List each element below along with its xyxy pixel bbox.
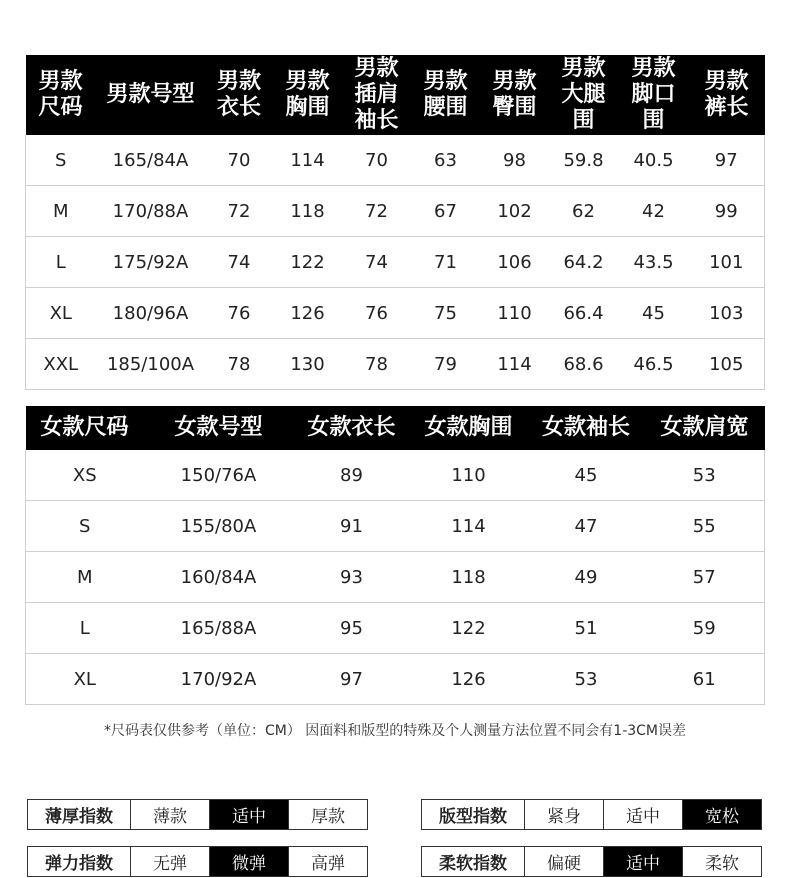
men-table-cell: L <box>26 237 96 288</box>
men-table-cell: 170/88A <box>96 186 206 237</box>
women-table-row <box>26 501 765 552</box>
men-table-cell: 43.5 <box>619 237 689 288</box>
men-table-cell: 126 <box>273 288 343 339</box>
women-table-cell: 95 <box>294 603 410 654</box>
index-fit <box>421 799 762 830</box>
index-option: 适中 <box>604 800 683 830</box>
men-header-cell: 男款 臀围 <box>481 55 549 135</box>
index-option: 无弹 <box>131 847 210 877</box>
men-table-cell: 97 <box>689 135 765 186</box>
index-thickness <box>27 799 368 830</box>
women-table-cell: 53 <box>645 450 765 501</box>
women-table-row <box>26 552 765 603</box>
women-table-cell: 93 <box>294 552 410 603</box>
men-table-cell: 62 <box>549 186 619 237</box>
men-table-cell: 59.8 <box>549 135 619 186</box>
men-header-cell: 男款 大腿 围 <box>549 55 619 135</box>
women-table-cell: 150/76A <box>144 450 294 501</box>
index-option-selected: 宽松 <box>683 800 762 830</box>
men-table-cell: 165/84A <box>96 135 206 186</box>
men-table-cell: 68.6 <box>549 339 619 390</box>
men-header-cell: 男款 衣长 <box>206 55 273 135</box>
women-header-cell: 女款袖长 <box>528 406 645 450</box>
index-label: 版型指数 <box>422 800 525 830</box>
men-table-cell: XL <box>26 288 96 339</box>
index-option-selected: 适中 <box>604 847 683 877</box>
women-header-row <box>26 406 765 450</box>
men-table-cell: 99 <box>689 186 765 237</box>
men-table-cell: 42 <box>619 186 689 237</box>
women-table-cell: 114 <box>410 501 528 552</box>
women-header-cell: 女款尺码 <box>26 406 144 450</box>
men-table-cell: 122 <box>273 237 343 288</box>
men-table-cell: 76 <box>343 288 411 339</box>
men-table-cell: 103 <box>689 288 765 339</box>
women-size-table <box>25 406 765 705</box>
men-header-cell: 男款 插肩 袖长 <box>343 55 411 135</box>
men-table-cell: 66.4 <box>549 288 619 339</box>
women-table-cell: 165/88A <box>144 603 294 654</box>
men-table-cell: 74 <box>206 237 273 288</box>
men-header-cell: 男款 裤长 <box>689 55 765 135</box>
women-table-cell: 49 <box>528 552 645 603</box>
men-table-cell: 72 <box>343 186 411 237</box>
men-table-cell: 67 <box>411 186 481 237</box>
women-table-cell: XL <box>26 654 144 705</box>
women-table-cell: 55 <box>645 501 765 552</box>
men-table-cell: 106 <box>481 237 549 288</box>
women-table-row <box>26 654 765 705</box>
men-table-cell: 76 <box>206 288 273 339</box>
index-option-selected: 适中 <box>210 800 289 830</box>
men-header-row <box>26 55 765 135</box>
men-header-cell: 男款 腰围 <box>411 55 481 135</box>
index-label: 柔软指数 <box>422 847 525 877</box>
women-table-cell: 118 <box>410 552 528 603</box>
men-header-cell: 男款 胸围 <box>273 55 343 135</box>
women-table-cell: L <box>26 603 144 654</box>
index-elasticity <box>27 846 368 877</box>
men-header-cell: 男款 脚口 围 <box>619 55 689 135</box>
women-table-cell: 45 <box>528 450 645 501</box>
men-table-cell: 45 <box>619 288 689 339</box>
women-table-cell: 160/84A <box>144 552 294 603</box>
men-table-cell: 75 <box>411 288 481 339</box>
men-table-row <box>26 339 765 390</box>
men-table-cell: 74 <box>343 237 411 288</box>
men-table-row <box>26 237 765 288</box>
men-table-cell: 79 <box>411 339 481 390</box>
men-table-row <box>26 135 765 186</box>
women-table-cell: 61 <box>645 654 765 705</box>
men-table-cell: 185/100A <box>96 339 206 390</box>
men-table-cell: 114 <box>481 339 549 390</box>
women-table-cell: 51 <box>528 603 645 654</box>
women-header-cell: 女款号型 <box>144 406 294 450</box>
women-header-cell: 女款衣长 <box>294 406 410 450</box>
men-header-cell: 男款 尺码 <box>26 55 96 135</box>
women-table-cell: 59 <box>645 603 765 654</box>
women-table-cell: 110 <box>410 450 528 501</box>
men-table-cell: 70 <box>343 135 411 186</box>
men-table-cell: 78 <box>206 339 273 390</box>
women-header-cell: 女款肩宽 <box>645 406 765 450</box>
men-table-cell: 46.5 <box>619 339 689 390</box>
women-table-cell: 57 <box>645 552 765 603</box>
index-option: 柔软 <box>683 847 762 877</box>
index-option: 厚款 <box>289 800 368 830</box>
men-table-cell: 110 <box>481 288 549 339</box>
men-table-cell: 70 <box>206 135 273 186</box>
men-table-cell: XXL <box>26 339 96 390</box>
women-table-row <box>26 603 765 654</box>
index-option-selected: 微弹 <box>210 847 289 877</box>
men-table-cell: 114 <box>273 135 343 186</box>
index-option: 薄款 <box>131 800 210 830</box>
women-header-cell: 女款胸围 <box>410 406 528 450</box>
women-table-cell: 126 <box>410 654 528 705</box>
women-table-row <box>26 450 765 501</box>
women-table-cell: 53 <box>528 654 645 705</box>
size-note: *尺码表仅供参考（单位：CM） 因面料和版型的特殊及个人测量方法位置不同会有1-3CM误差 <box>103 723 687 739</box>
men-table-cell: 78 <box>343 339 411 390</box>
women-table-cell: 47 <box>528 501 645 552</box>
women-table-cell: M <box>26 552 144 603</box>
men-table-cell: 72 <box>206 186 273 237</box>
men-table-cell: M <box>26 186 96 237</box>
men-table-cell: 180/96A <box>96 288 206 339</box>
men-table-cell: 118 <box>273 186 343 237</box>
women-table-cell: 89 <box>294 450 410 501</box>
men-table-cell: 64.2 <box>549 237 619 288</box>
men-table-cell: 40.5 <box>619 135 689 186</box>
men-table-row <box>26 186 765 237</box>
women-table-cell: S <box>26 501 144 552</box>
men-table-cell: 130 <box>273 339 343 390</box>
women-table-cell: 122 <box>410 603 528 654</box>
men-header-cell: 男款号型 <box>96 55 206 135</box>
men-size-table <box>25 55 765 390</box>
women-table-cell: 170/92A <box>144 654 294 705</box>
women-table-cell: 97 <box>294 654 410 705</box>
index-softness <box>421 846 762 877</box>
men-table-cell: 101 <box>689 237 765 288</box>
men-table-cell: 98 <box>481 135 549 186</box>
index-label: 薄厚指数 <box>28 800 131 830</box>
men-table-cell: 175/92A <box>96 237 206 288</box>
men-table-cell: 63 <box>411 135 481 186</box>
women-table-cell: 155/80A <box>144 501 294 552</box>
women-table-cell: XS <box>26 450 144 501</box>
index-option: 紧身 <box>525 800 604 830</box>
women-table-cell: 91 <box>294 501 410 552</box>
index-option: 高弹 <box>289 847 368 877</box>
men-table-cell: 105 <box>689 339 765 390</box>
index-label: 弹力指数 <box>28 847 131 877</box>
men-table-cell: 71 <box>411 237 481 288</box>
index-option: 偏硬 <box>525 847 604 877</box>
men-table-cell: S <box>26 135 96 186</box>
men-table-cell: 102 <box>481 186 549 237</box>
men-table-row <box>26 288 765 339</box>
